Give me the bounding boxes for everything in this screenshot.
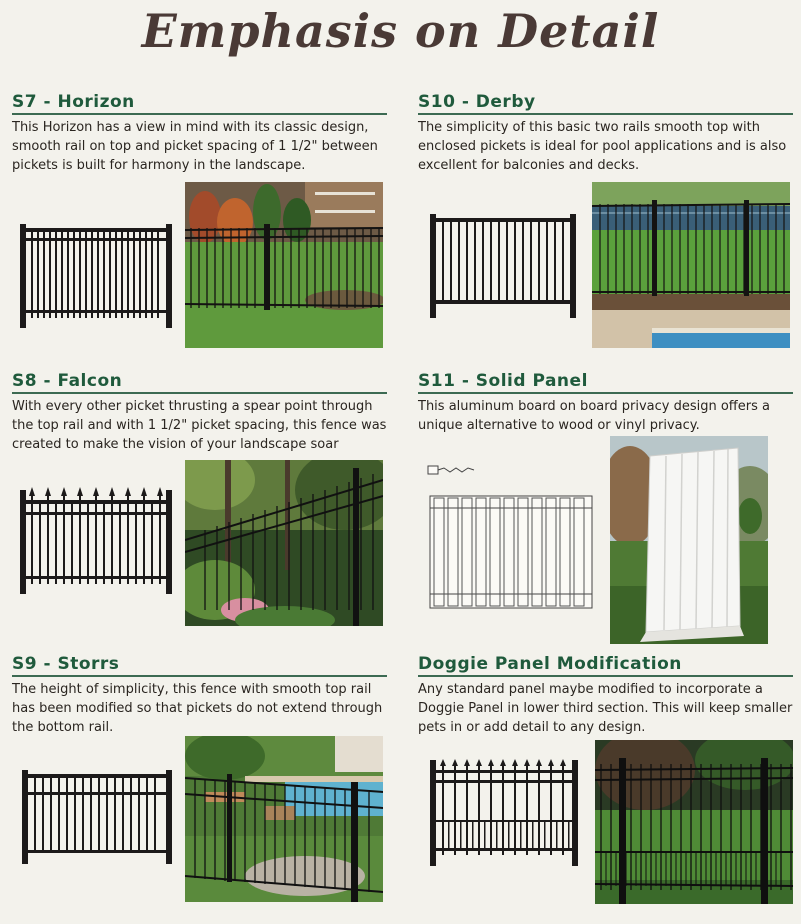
storrs-fence-diagram: [20, 768, 174, 864]
solid-panel-diagram: [422, 462, 600, 612]
section-s8-falcon: [12, 371, 387, 454]
section-description: Any standard panel maybe modified to incorporate a Doggie Panel in lower third section. This will keep smaller pets in or add detail to any design.: [418, 682, 793, 735]
section-description: This Horizon has a view in mind with its classic design, smooth rail on top and picket spacing of 1 1/2" between pickets is built for harmony in the landscape.: [12, 120, 378, 173]
section-heading: S7 - Horizon: [12, 92, 387, 115]
section-heading: S9 - Storrs: [12, 654, 387, 677]
section-heading: S8 - Falcon: [12, 371, 387, 394]
section-description: This aluminum board on board privacy design offers a unique alternative to wood or vinyl privacy.: [418, 399, 770, 433]
derby-fence-diagram: [428, 210, 578, 318]
section-s11-solid-panel: [418, 371, 793, 435]
section-description: The simplicity of this basic two rails smooth top with enclosed pickets is ideal for pool applications and is also excellent for balconies and decks.: [418, 120, 787, 173]
section-heading: S10 - Derby: [418, 92, 793, 115]
solid-panel-photo: [610, 436, 768, 644]
page-title: Emphasis on Detail: [141, 4, 660, 58]
section-description: With every other picket thrusting a spear point through the top rail and with 1 1/2" picket spacing, this fence was created to make the vision of your landscape soar: [12, 399, 387, 452]
storrs-fence-photo: [185, 736, 383, 902]
section-heading: S11 - Solid Panel: [418, 371, 793, 394]
falcon-fence-diagram: [18, 484, 174, 594]
section-s10-derby: [418, 92, 793, 175]
horizon-fence-diagram: [18, 220, 174, 328]
section-description: The height of simplicity, this fence with smooth top rail has been modified so that pickets do not extend through the bottom rail.: [12, 682, 383, 735]
falcon-fence-photo: [185, 460, 383, 626]
section-s7-horizon: [12, 92, 387, 175]
section-heading: Doggie Panel Modification: [418, 654, 793, 677]
section-doggie-panel: [418, 654, 793, 737]
doggie-panel-diagram: [428, 756, 580, 866]
derby-fence-photo: [592, 182, 790, 348]
doggie-panel-photo: [595, 740, 793, 904]
horizon-fence-photo: [185, 182, 383, 348]
section-s9-storrs: [12, 654, 387, 737]
